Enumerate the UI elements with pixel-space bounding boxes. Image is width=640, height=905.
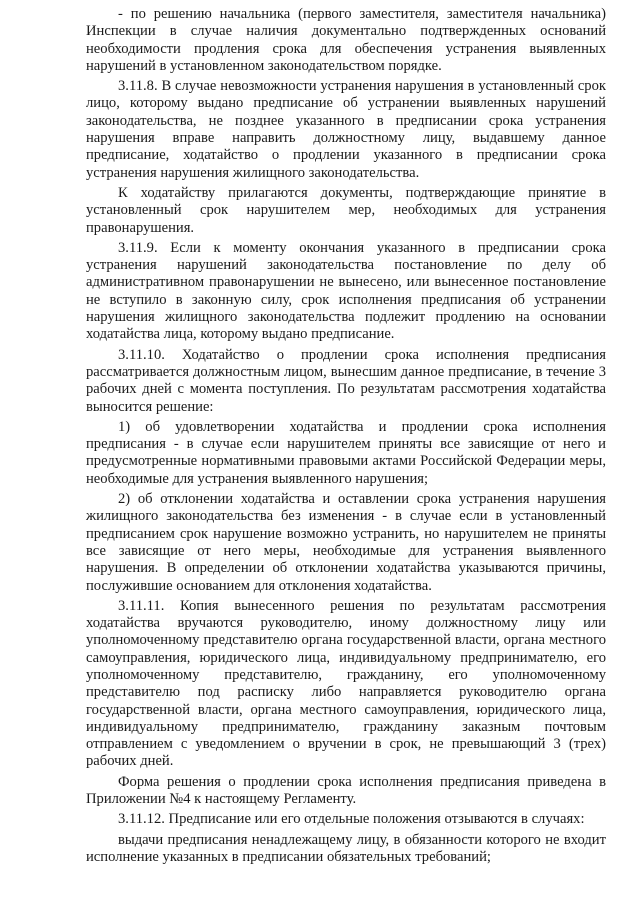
paragraph-decision-reject: 2) об отклонении ходатайства и оставлении срока устранения нарушения жилищного законодательства без изменения - в случае если в установленный предписанием срок нарушение возможно устранить, но нарушителем не приняты все зависящие от него меры, необходимые для устранения выявленного нарушения. В определении об отклонении ходатайства указываются причины, послужившие основанием для отклонения ходатайства. [86, 491, 606, 594]
paragraph-3-11-8: 3.11.8. В случае невозможности устранения нарушения в установленный срок лицо, которому выдано предписание об устранении выявленных нарушений законодательства, не позднее указанного в предписании срока устранения нарушения вправе направить должностному лицу, выдавшему данное предписание, ходатайство о продлении указанного в предписании срока устранения нарушения жилищного законодательства. [86, 78, 606, 181]
paragraph-improper-person: выдачи предписания ненадлежащему лицу, в обязанности которого не входит исполнение указанных в предписании обязательных требований; [86, 831, 606, 865]
paragraph-extension-by-head: - по решению начальника (первого заместителя, заместителя начальника) Инспекции в случае наличия документально подтвержденных оснований необходимости продления срока для обеспечения устранения выявленных нарушений в установленном законодательством порядке. [86, 6, 606, 74]
paragraph-petition-documents: К ходатайству прилагаются документы, подтверждающие принятие в установленный срок нарушителем мер, необходимых для устранения правонарушения. [86, 184, 606, 236]
paragraph-3-11-12: 3.11.12. Предписание или его отдельные положения отзываются в случаях: [118, 811, 585, 828]
paragraph-form-reference: Форма решения о продлении срока исполнения предписания приведена в Приложении №4 к настоящему Регламенту. [86, 773, 606, 808]
paragraph-decision-approve: 1) об удовлетворении ходатайства и продлении срока исполнения предписания - в случае если нарушителем приняты все зависящие от него и предусмотренные нормативными правовыми актами Российской Федерации меры, необходимые для устранения выявленного нарушения; [86, 418, 606, 487]
paragraph-3-11-10: 3.11.10. Ходатайство о продлении срока исполнения предписания рассматривается должностным лицом, вынесшим данное предписание, в течение 3 рабочих дней с момента поступления. По результатам рассмотрения ходатайства выносится решение: [86, 346, 606, 415]
paragraph-3-11-9: 3.11.9. Если к моменту окончания указанного в предписании срока устранения нарушений законодательства постановление по делу об административном правонарушении не вынесено, или вынесенное постановление не вступило в законную силу, срок исполнения предписания об устранении нарушения жилищного законодательства подлежит продлению на основании ходатайства лица, которому выдано предписание. [86, 239, 606, 343]
paragraph-3-11-11: 3.11.11. Копия вынесенного решения по результатам рассмотрения ходатайства вручаются руководителю, иному должностному лицу или уполномоченному представителю органа государственной власти, органа местного самоуправления, юридического лица, индивидуальному предпринимателю, его уполномоченному представителю, гражданину, его уполномоченному представителю под расписку либо направляется руководителю органа государственной власти, органа местного самоуправления, юридического лица, индивидуальному предпринимателю, гражданину заказным почтовым отправлением с уведомлением о вручении в срок, не превышающий 3 (трех) рабочих дней. [86, 597, 606, 770]
